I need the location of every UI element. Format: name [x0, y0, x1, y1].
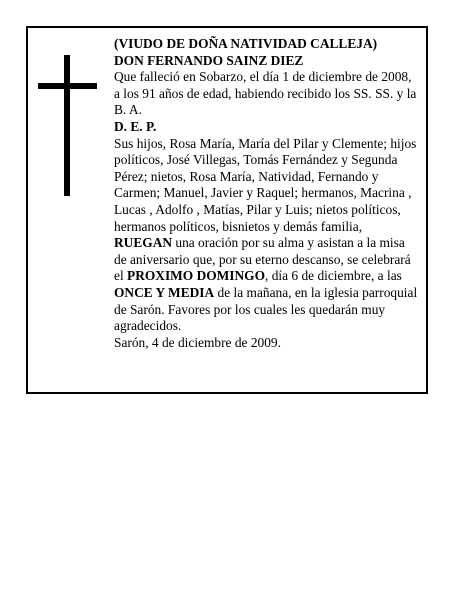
- dep-line: D. E. P.: [114, 118, 157, 134]
- cross-icon-crossbar: [38, 83, 97, 89]
- request-text-2: , día 6 de diciembre, a las: [265, 268, 402, 284]
- family-paragraph: Sus hijos, Rosa María, María del Pilar y Clemente; hijos políticos, José Villegas, Tomás Fernández y Segunda Pérez; nietos, Rosa María, Natividad, Fernando y Carmen; Manuel, Javier y Raquel; hermanos, Macrina , Lucas , Adolfo , Matías, Pilar y Luis; nietos políticos, hermanos políticos, bisnietos y demás familia,: [114, 135, 417, 234]
- cross-icon: [64, 55, 70, 196]
- ruegan-label: RUEGAN: [114, 235, 173, 251]
- death-paragraph: Que falleció en Sobarzo, el día 1 de diciembre de 2008, a los 91 años de edad, habiendo recibido los SS. SS. y la B. A.: [114, 69, 417, 118]
- widower-header: (VIUDO DE DOÑA NATIVIDAD CALLEJA): [114, 36, 378, 51]
- mass-request-paragraph: [114, 235, 418, 335]
- request-text-3: de la mañana, en la iglesia parroquial de Sarón. Favores por los cuales les quedarán muy agradecidos.: [114, 284, 418, 334]
- place-date: Sarón, 4 de diciembre de 2009.: [114, 334, 281, 350]
- obituary-text: [114, 36, 418, 351]
- once-y-media-label: ONCE Y MEDIA: [114, 284, 215, 300]
- request-text-1: una oración por su alma y asistan a la misa de aniversario que, por su eterno descanso, se celebrará el: [114, 235, 411, 284]
- proximo-domingo-label: PROXIMO DOMINGO: [127, 268, 266, 284]
- deceased-name: DON FERNANDO SAINZ DIEZ: [114, 52, 304, 68]
